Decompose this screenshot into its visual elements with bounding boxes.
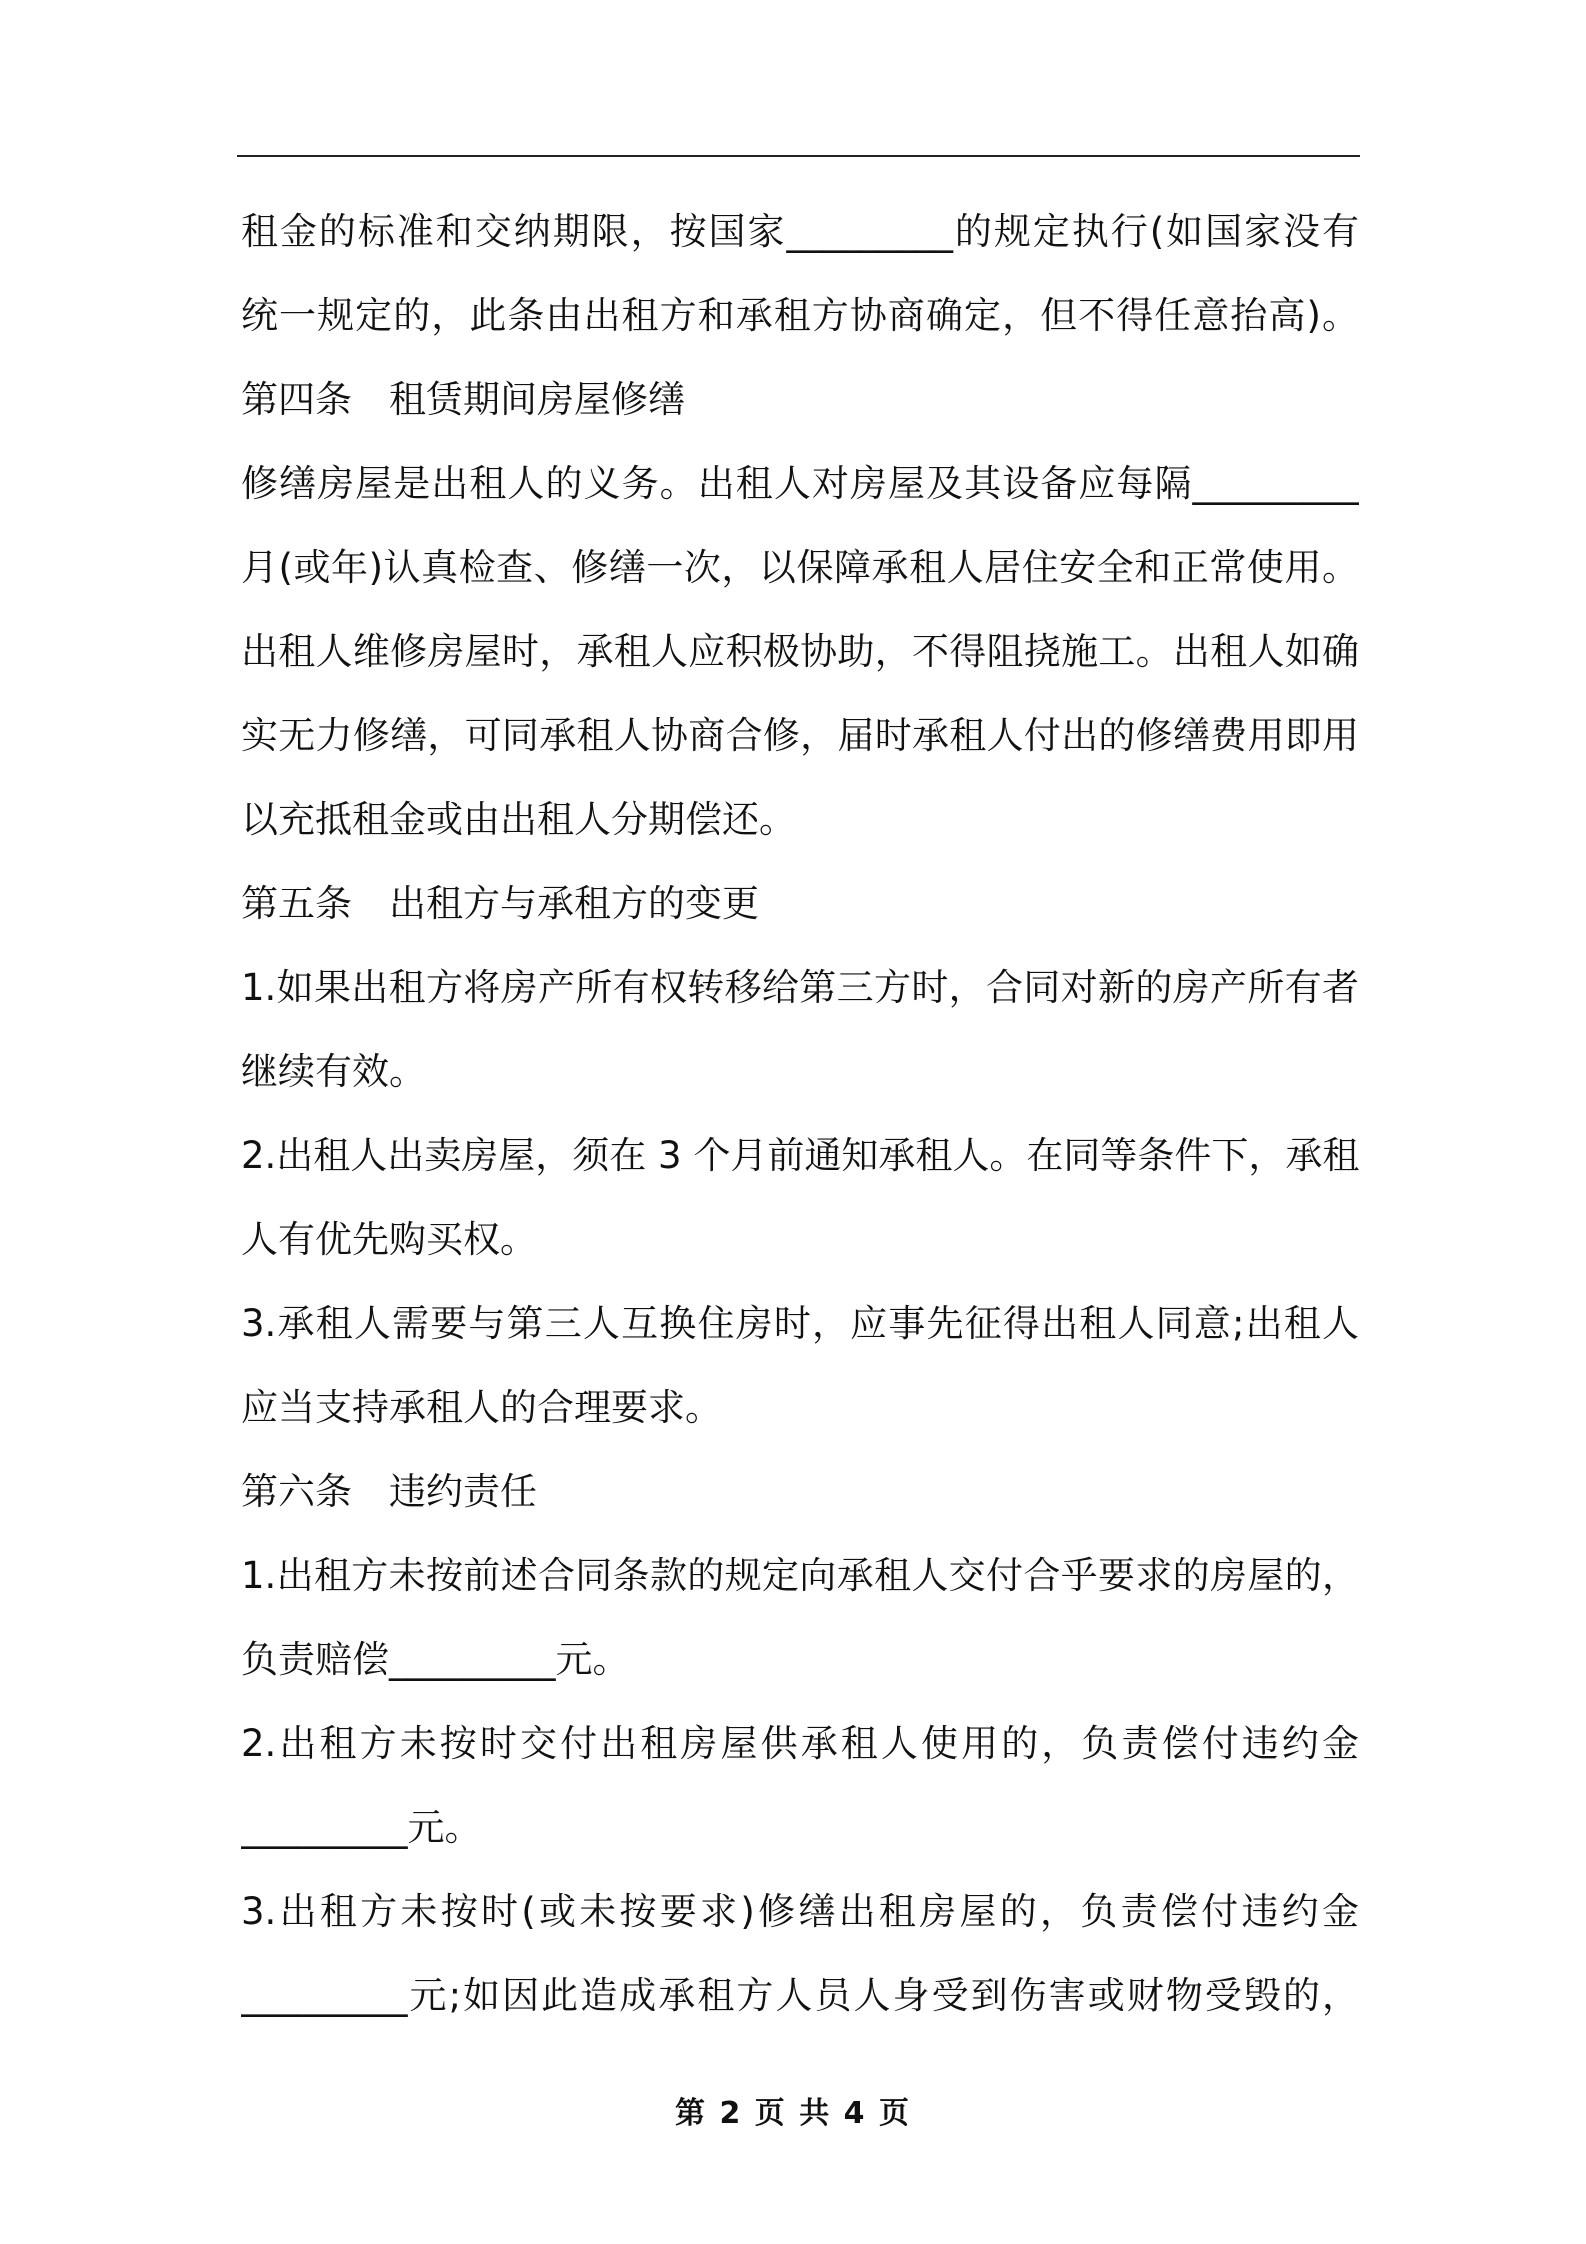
- text-line: 继续有效。: [241, 1050, 426, 1093]
- header-rule: [237, 155, 1360, 157]
- text-line: 1.出租方未按前述合同条款的规定向承租人交付合乎要求的房屋的，: [241, 1554, 1359, 1597]
- text-line: 出租人维修房屋时，承租人应积极协助，不得阻挠施工。出租人如确: [241, 630, 1359, 673]
- text-line: 人有优先购买权。: [241, 1218, 537, 1261]
- text-line: 负责赔偿_________元。: [241, 1638, 630, 1681]
- text-line: _________元;如因此造成承租方人员人身受到伤害或财物受毁的，: [241, 1974, 1359, 2017]
- section-heading: 第五条 出租方与承租方的变更: [241, 882, 759, 925]
- text-line: 实无力修缮，可同承租人协商合修，届时承租人付出的修缮费用即用: [241, 714, 1359, 757]
- text-line: 修缮房屋是出租人的义务。出租人对房屋及其设备应每隔_________: [241, 462, 1359, 505]
- section-heading: 第六条 违约责任: [241, 1470, 537, 1513]
- text-line: 2.出租人出卖房屋，须在 3 个月前通知承租人。在同等条件下，承租: [241, 1134, 1359, 1177]
- text-line: 3.出租方未按时(或未按要求)修缮出租房屋的，负责偿付违约金: [241, 1890, 1359, 1933]
- text-line: 租金的标准和交纳期限，按国家_________的规定执行(如国家没有: [241, 210, 1359, 253]
- text-line: 以充抵租金或由出租人分期偿还。: [241, 798, 796, 841]
- document-body: [241, 190, 1359, 2038]
- text-line: 应当支持承租人的合理要求。: [241, 1386, 722, 1429]
- text-line: 3.承租人需要与第三人互换住房时，应事先征得出租人同意;出租人: [241, 1302, 1359, 1345]
- text-line: 月(或年)认真检查、修缮一次，以保障承租人居住安全和正常使用。: [241, 546, 1359, 589]
- text-line: _________元。: [241, 1806, 482, 1849]
- section-heading: 第四条 租赁期间房屋修缮: [241, 378, 685, 421]
- text-line: 1.如果出租方将房产所有权转移给第三方时，合同对新的房产所有者: [241, 966, 1359, 1009]
- text-line: 2.出租方未按时交付出租房屋供承租人使用的，负责偿付违约金: [241, 1722, 1359, 1765]
- text-line: 统一规定的，此条由出租方和承租方协商确定，但不得任意抬高)。: [241, 294, 1359, 337]
- page-number: 第 2 页 共 4 页: [675, 2096, 911, 2131]
